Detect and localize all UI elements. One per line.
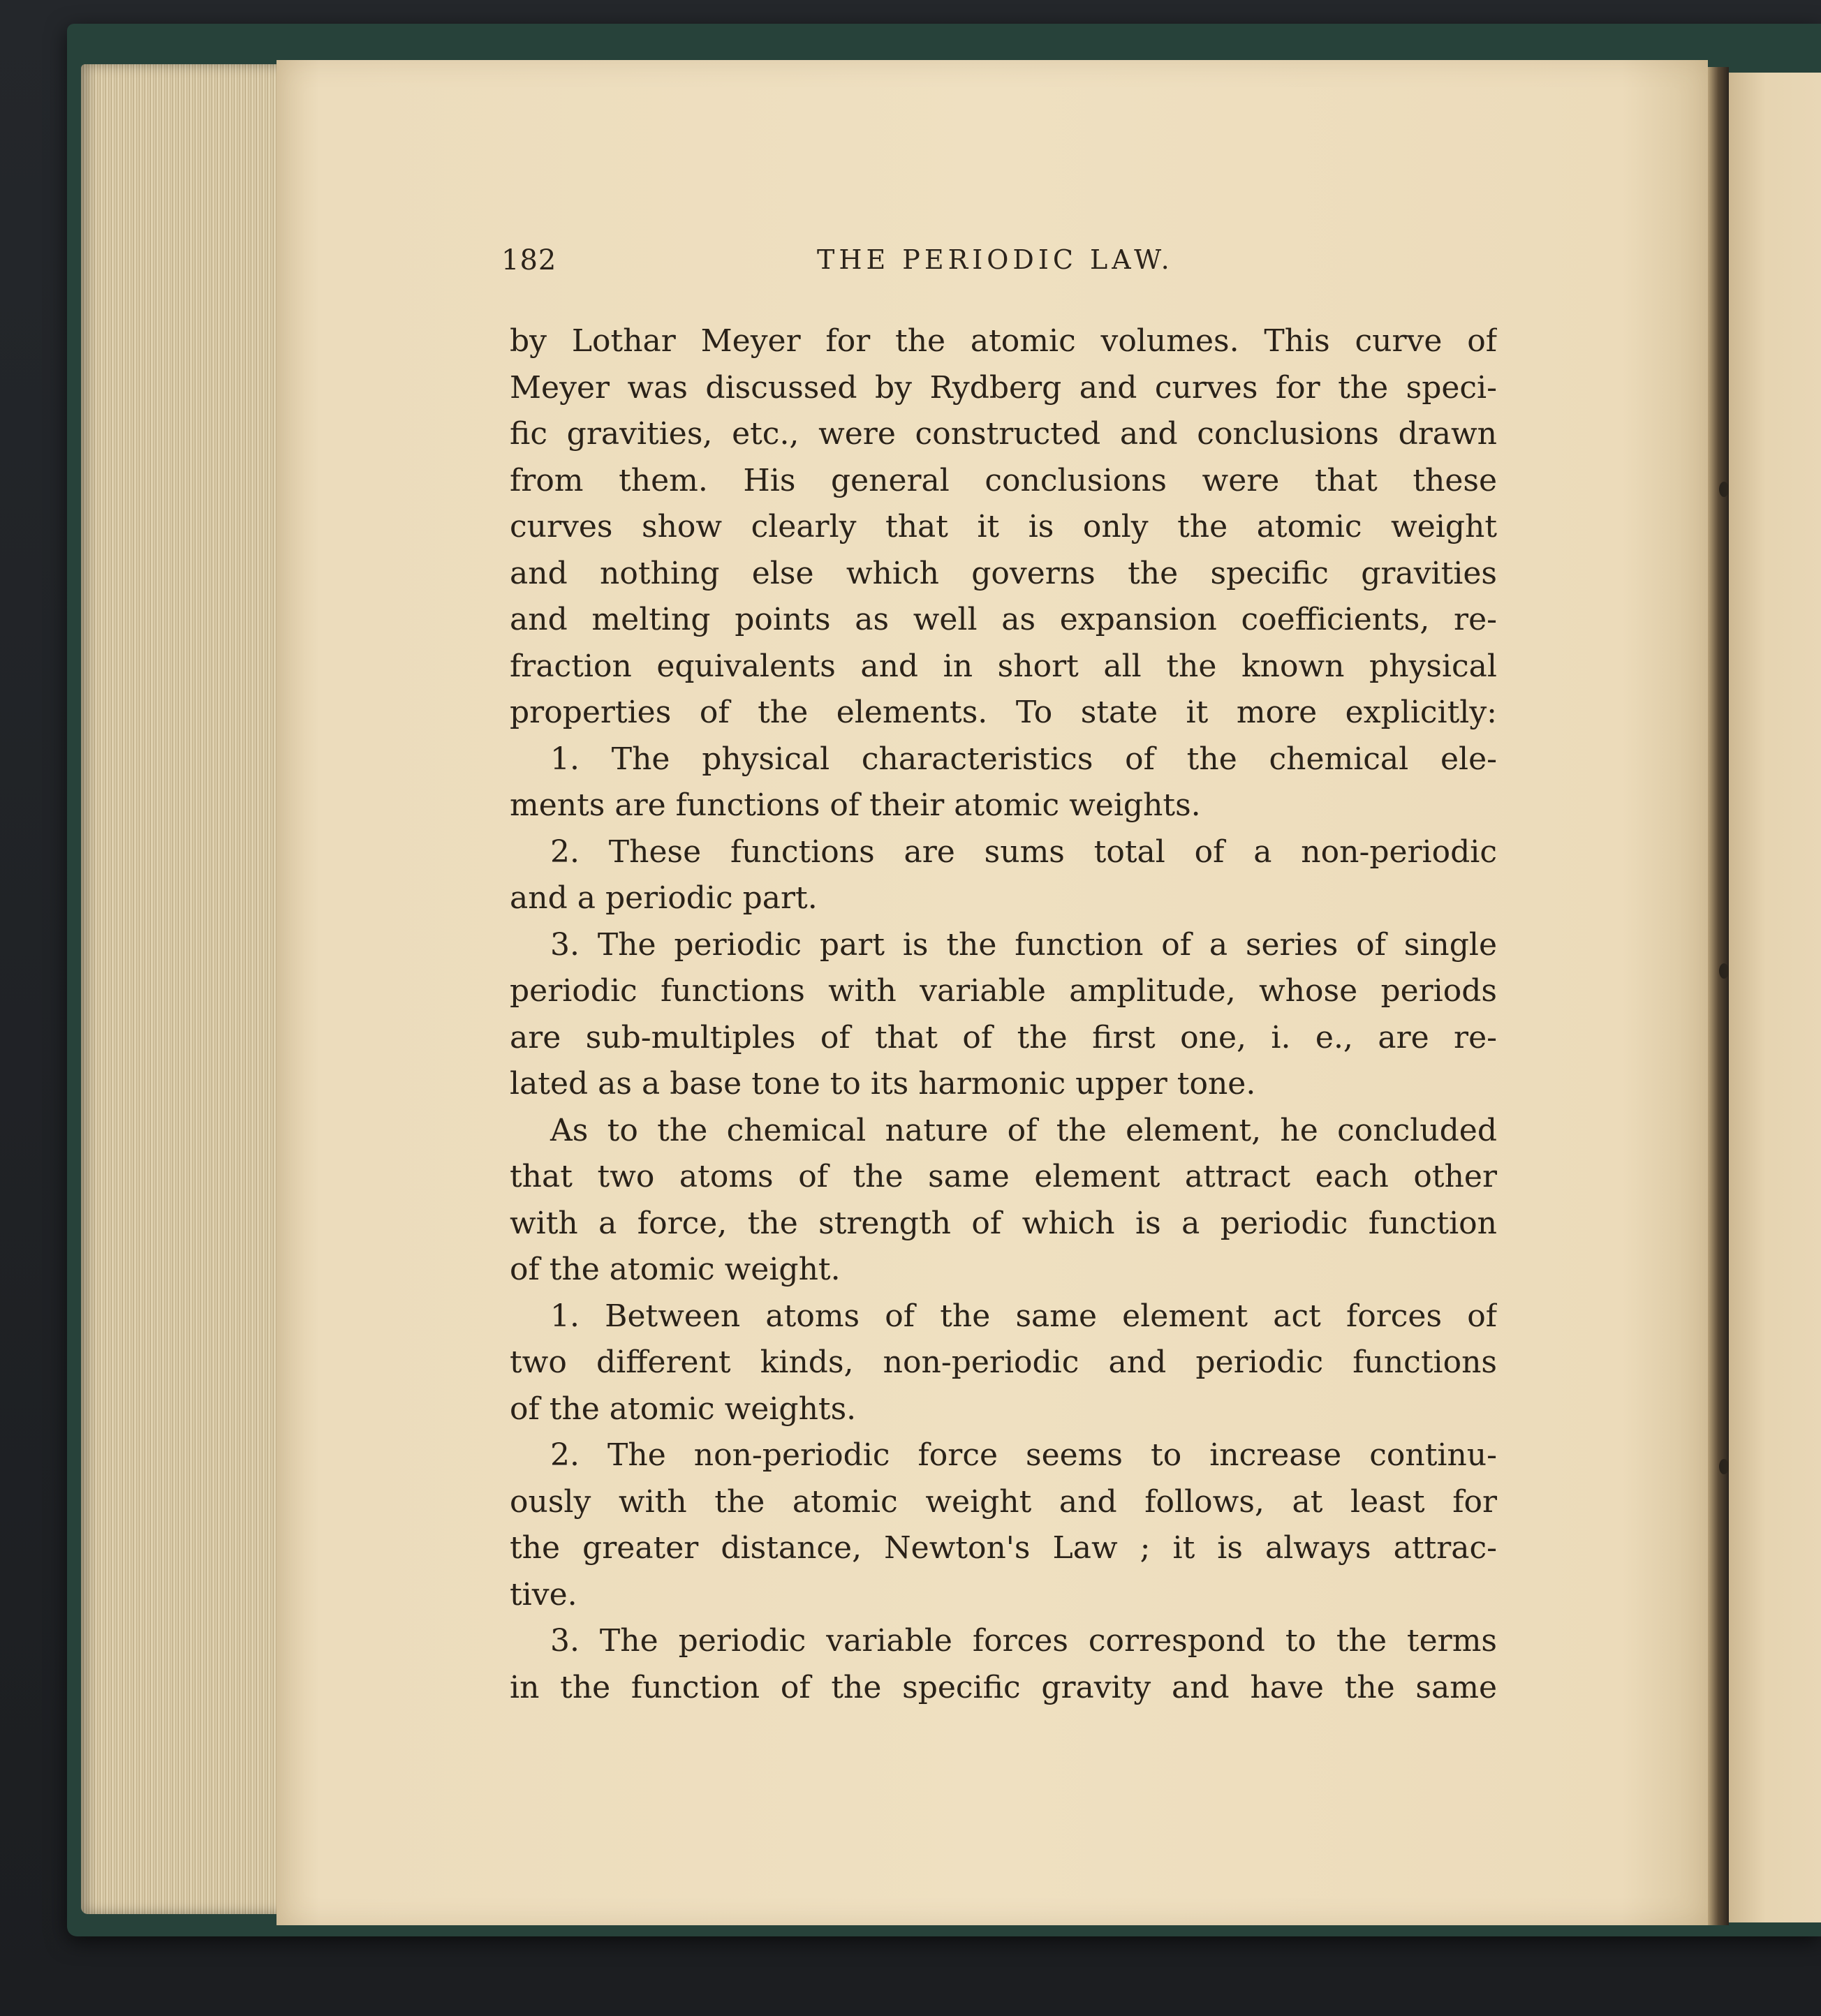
text-line: As to the chemical nature of the element, he concluded bbox=[550, 1112, 1497, 1148]
ink-mark bbox=[1719, 1459, 1729, 1474]
text-line: ously with the atomic weight and follows, at least for bbox=[510, 1483, 1497, 1520]
text-line: by Lothar Meyer for the atomic volumes. This curve of bbox=[510, 323, 1497, 359]
text-line: of the atomic weights. bbox=[510, 1391, 857, 1427]
text-line: fic gravities, etc., were constructed and conclusions drawn bbox=[510, 416, 1497, 452]
text-line: 2. These functions are sums total of a non-periodic bbox=[550, 833, 1497, 870]
text-line: periodic functions with variable amplitude, whose periods bbox=[510, 973, 1497, 1009]
running-head: THE PERIODIC LAW. bbox=[817, 244, 1174, 275]
text-line: that two atoms of the same element attract each other bbox=[510, 1159, 1497, 1194]
text-line: with a force, the strength of which is a periodic function bbox=[510, 1205, 1497, 1241]
text-line: and a periodic part. bbox=[510, 880, 818, 916]
text-line: ments are functions of their atomic weights. bbox=[510, 787, 1201, 823]
text-line: 3. The periodic variable forces correspond to the terms bbox=[550, 1623, 1497, 1659]
text-line: 1. Between atoms of the same element act forces of bbox=[550, 1298, 1497, 1334]
text-line: fraction equivalents and in short all the known physical bbox=[510, 648, 1497, 684]
text-line: and nothing else which governs the specific gravities bbox=[510, 555, 1497, 591]
text-line: properties of the elements. To state it more explicitly: bbox=[510, 695, 1497, 730]
ink-mark bbox=[1719, 482, 1729, 497]
page-header bbox=[501, 244, 1493, 286]
text-line: Meyer was discussed by Rydberg and curves for the speci- bbox=[510, 369, 1497, 406]
text-line: from them. His general conclusions were that these bbox=[510, 462, 1497, 498]
body-text bbox=[510, 318, 1497, 1711]
page-number: 182 bbox=[501, 244, 557, 276]
text-line: lated as a base tone to its harmonic upper tone. bbox=[510, 1066, 1256, 1102]
text-line: the greater distance, Newton's Law ; it is always attrac- bbox=[510, 1530, 1497, 1566]
text-line: are sub-multiples of that of the first one, i. e., are re- bbox=[510, 1019, 1497, 1055]
text-line: two different kinds, non-periodic and periodic functions bbox=[510, 1344, 1497, 1380]
text-line: tive. bbox=[510, 1576, 577, 1613]
ink-mark bbox=[1719, 963, 1729, 979]
facing-page-edge bbox=[1729, 73, 1821, 1922]
page-edges bbox=[81, 64, 283, 1914]
book-gutter bbox=[1708, 67, 1729, 1925]
text-line: 3. The periodic part is the function of a series of single bbox=[550, 926, 1497, 963]
text-line: and melting points as well as expansion coefficients, re- bbox=[510, 602, 1497, 637]
text-line: 2. The non-periodic force seems to increase continu- bbox=[550, 1437, 1497, 1473]
text-line: in the function of the specific gravity and have the same bbox=[510, 1669, 1497, 1705]
text-line: curves show clearly that it is only the atomic weight bbox=[510, 509, 1497, 544]
text-line: 1. The physical characteristics of the chemical ele- bbox=[550, 741, 1497, 777]
text-line: of the atomic weight. bbox=[510, 1252, 841, 1287]
